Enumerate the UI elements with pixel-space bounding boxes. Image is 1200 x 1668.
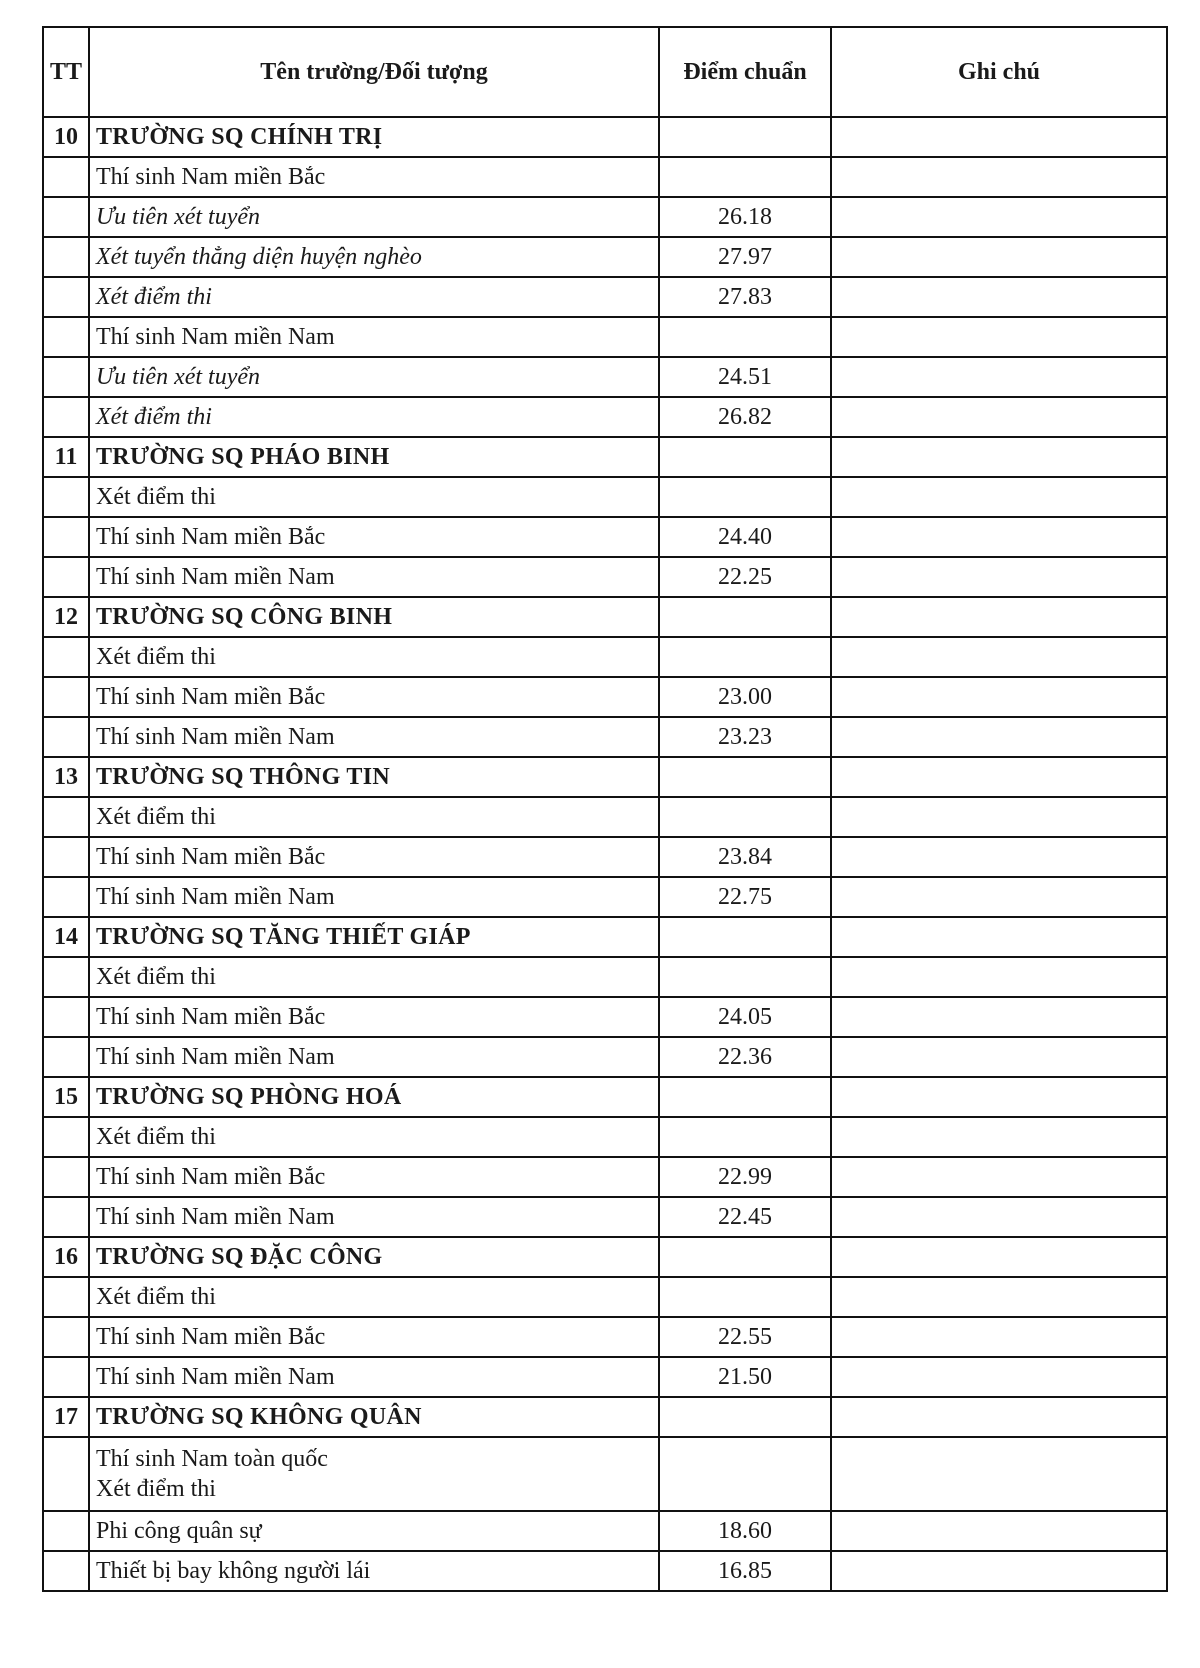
row-label: Thí sinh Nam miền Bắc	[89, 517, 659, 557]
row-label: Xét tuyển thẳng diện huyện nghèo	[89, 237, 659, 277]
note-cell	[831, 1157, 1167, 1197]
row-number	[43, 797, 89, 837]
row-number	[43, 1277, 89, 1317]
note-cell	[831, 1357, 1167, 1397]
row-label: Thí sinh Nam miền Bắc	[89, 157, 659, 197]
cutoff-score	[659, 917, 831, 957]
cutoff-score	[659, 1077, 831, 1117]
table-row	[43, 317, 1167, 357]
header-score: Điểm chuẩn	[659, 27, 831, 117]
table-row	[43, 1551, 1167, 1591]
cutoff-score	[659, 797, 831, 837]
cutoff-score	[659, 1437, 831, 1511]
cutoff-score: 24.40	[659, 517, 831, 557]
note-cell	[831, 277, 1167, 317]
table-row	[43, 1197, 1167, 1237]
row-label: Xét điểm thi	[89, 797, 659, 837]
school-row	[43, 117, 1167, 157]
row-number	[43, 357, 89, 397]
cutoff-score	[659, 1237, 831, 1277]
school-name: TRƯỜNG SQ PHÁO BINH	[89, 437, 659, 477]
row-label-line: Thí sinh Nam toàn quốc	[96, 1446, 328, 1472]
cutoff-score	[659, 117, 831, 157]
row-label: Xét điểm thi	[89, 957, 659, 997]
row-number	[43, 1117, 89, 1157]
table-row	[43, 1317, 1167, 1357]
cutoff-score: 22.45	[659, 1197, 831, 1237]
cutoff-score	[659, 637, 831, 677]
row-number	[43, 997, 89, 1037]
table-row	[43, 797, 1167, 837]
row-label: Thí sinh Nam miền Nam	[89, 717, 659, 757]
row-number	[43, 477, 89, 517]
table-row	[43, 197, 1167, 237]
note-cell	[831, 957, 1167, 997]
note-cell	[831, 1437, 1167, 1511]
row-number	[43, 397, 89, 437]
table-row	[43, 1117, 1167, 1157]
note-cell	[831, 997, 1167, 1037]
note-cell	[831, 397, 1167, 437]
note-cell	[831, 157, 1167, 197]
cutoff-score: 23.00	[659, 677, 831, 717]
row-number	[43, 517, 89, 557]
note-cell	[831, 1237, 1167, 1277]
school-row	[43, 1237, 1167, 1277]
table-row	[43, 277, 1167, 317]
note-cell	[831, 237, 1167, 277]
note-cell	[831, 677, 1167, 717]
cutoff-score	[659, 477, 831, 517]
cutoff-score: 23.84	[659, 837, 831, 877]
table-row	[43, 1037, 1167, 1077]
table-row	[43, 957, 1167, 997]
row-label: Xét điểm thi	[89, 277, 659, 317]
note-cell	[831, 717, 1167, 757]
row-label: Thí sinh Nam miền Bắc	[89, 1317, 659, 1357]
row-number	[43, 557, 89, 597]
table-row	[43, 637, 1167, 677]
row-number	[43, 1511, 89, 1551]
note-cell	[831, 757, 1167, 797]
row-number: 17	[43, 1397, 89, 1437]
table-row	[43, 237, 1167, 277]
cutoff-score	[659, 437, 831, 477]
note-cell	[831, 1317, 1167, 1357]
row-number	[43, 197, 89, 237]
row-label: Thí sinh Nam miền Nam	[89, 1037, 659, 1077]
note-cell	[831, 637, 1167, 677]
table-header-row	[43, 27, 1167, 117]
cutoff-score: 27.83	[659, 277, 831, 317]
cutoff-score: 26.82	[659, 397, 831, 437]
row-number: 10	[43, 117, 89, 157]
table-row	[43, 477, 1167, 517]
school-name: TRƯỜNG SQ ĐẶC CÔNG	[89, 1237, 659, 1277]
row-number	[43, 237, 89, 277]
cutoff-score	[659, 1397, 831, 1437]
school-name: TRƯỜNG SQ PHÒNG HOÁ	[89, 1077, 659, 1117]
note-cell	[831, 357, 1167, 397]
table-row	[43, 357, 1167, 397]
note-cell	[831, 1551, 1167, 1591]
row-number	[43, 1437, 89, 1511]
table-body	[43, 117, 1167, 1591]
cutoff-score: 27.97	[659, 237, 831, 277]
cutoff-score	[659, 1117, 831, 1157]
cutoff-score: 22.55	[659, 1317, 831, 1357]
row-label: Xét điểm thi	[89, 397, 659, 437]
cutoff-score: 22.75	[659, 877, 831, 917]
row-number: 15	[43, 1077, 89, 1117]
note-cell	[831, 1037, 1167, 1077]
row-number	[43, 1357, 89, 1397]
note-cell	[831, 597, 1167, 637]
school-row	[43, 1077, 1167, 1117]
cutoff-score	[659, 157, 831, 197]
note-cell	[831, 317, 1167, 357]
cutoff-score	[659, 597, 831, 637]
note-cell	[831, 437, 1167, 477]
table-row	[43, 1437, 1167, 1511]
row-number	[43, 877, 89, 917]
school-name: TRƯỜNG SQ CHÍNH TRỊ	[89, 117, 659, 157]
row-number	[43, 637, 89, 677]
row-label: Xét điểm thi	[89, 637, 659, 677]
school-name: TRƯỜNG SQ CÔNG BINH	[89, 597, 659, 637]
cutoff-score: 22.36	[659, 1037, 831, 1077]
row-number: 12	[43, 597, 89, 637]
school-name: TRƯỜNG SQ TĂNG THIẾT GIÁP	[89, 917, 659, 957]
row-number: 13	[43, 757, 89, 797]
row-label-line: Xét điểm thi	[96, 1476, 216, 1502]
row-number: 11	[43, 437, 89, 477]
cutoff-score: 16.85	[659, 1551, 831, 1591]
school-row	[43, 437, 1167, 477]
note-cell	[831, 197, 1167, 237]
cutoff-score: 24.05	[659, 997, 831, 1037]
note-cell	[831, 797, 1167, 837]
cutoff-score	[659, 1277, 831, 1317]
row-label: Thiết bị bay không người lái	[89, 1551, 659, 1591]
note-cell	[831, 877, 1167, 917]
table-row	[43, 997, 1167, 1037]
row-number: 16	[43, 1237, 89, 1277]
row-label: Thí sinh Nam miền Bắc	[89, 1157, 659, 1197]
cutoff-score: 22.99	[659, 1157, 831, 1197]
table-row	[43, 877, 1167, 917]
cutoff-score: 24.51	[659, 357, 831, 397]
header-tt: TT	[43, 27, 89, 117]
note-cell	[831, 1197, 1167, 1237]
note-cell	[831, 1397, 1167, 1437]
table-row	[43, 1511, 1167, 1551]
row-number	[43, 1197, 89, 1237]
admission-score-table	[42, 26, 1168, 1592]
cutoff-score	[659, 317, 831, 357]
cutoff-score: 23.23	[659, 717, 831, 757]
table-row	[43, 157, 1167, 197]
cutoff-score: 22.25	[659, 557, 831, 597]
note-cell	[831, 477, 1167, 517]
row-number	[43, 677, 89, 717]
table-row	[43, 1357, 1167, 1397]
row-number	[43, 1157, 89, 1197]
cutoff-score	[659, 757, 831, 797]
note-cell	[831, 1277, 1167, 1317]
cutoff-score	[659, 957, 831, 997]
row-number	[43, 157, 89, 197]
school-row	[43, 757, 1167, 797]
school-name: TRƯỜNG SQ KHÔNG QUÂN	[89, 1397, 659, 1437]
row-label: Xét điểm thi	[89, 1117, 659, 1157]
cutoff-score: 21.50	[659, 1357, 831, 1397]
row-number: 14	[43, 917, 89, 957]
table-row	[43, 397, 1167, 437]
row-label: Xét điểm thi	[89, 477, 659, 517]
note-cell	[831, 1117, 1167, 1157]
row-label: Thí sinh Nam miền Nam	[89, 1357, 659, 1397]
row-label: Thí sinh Nam miền Nam	[89, 877, 659, 917]
table-row	[43, 517, 1167, 557]
row-number	[43, 317, 89, 357]
row-label: Thí sinh Nam miền Bắc	[89, 997, 659, 1037]
school-name: TRƯỜNG SQ THÔNG TIN	[89, 757, 659, 797]
cutoff-score: 18.60	[659, 1511, 831, 1551]
row-label: Xét điểm thi	[89, 1277, 659, 1317]
school-row	[43, 597, 1167, 637]
note-cell	[831, 517, 1167, 557]
cutoff-score: 26.18	[659, 197, 831, 237]
table-row	[43, 677, 1167, 717]
row-number	[43, 957, 89, 997]
table-row	[43, 1157, 1167, 1197]
row-number	[43, 837, 89, 877]
row-label	[89, 1437, 659, 1511]
row-number	[43, 717, 89, 757]
row-label: Ưu tiên xét tuyển	[89, 357, 659, 397]
row-label: Thí sinh Nam miền Nam	[89, 317, 659, 357]
note-cell	[831, 117, 1167, 157]
header-name: Tên trường/Đối tượng	[89, 27, 659, 117]
school-row	[43, 917, 1167, 957]
table-row	[43, 1277, 1167, 1317]
row-number	[43, 1037, 89, 1077]
note-cell	[831, 1511, 1167, 1551]
row-label: Thí sinh Nam miền Nam	[89, 1197, 659, 1237]
row-label: Phi công quân sự	[89, 1511, 659, 1551]
row-number	[43, 1317, 89, 1357]
school-row	[43, 1397, 1167, 1437]
note-cell	[831, 917, 1167, 957]
row-number	[43, 1551, 89, 1591]
row-label: Thí sinh Nam miền Nam	[89, 557, 659, 597]
note-cell	[831, 837, 1167, 877]
row-label: Thí sinh Nam miền Bắc	[89, 837, 659, 877]
header-note: Ghi chú	[831, 27, 1167, 117]
table-row	[43, 717, 1167, 757]
row-label: Ưu tiên xét tuyển	[89, 197, 659, 237]
row-label: Thí sinh Nam miền Bắc	[89, 677, 659, 717]
table-row	[43, 557, 1167, 597]
row-number	[43, 277, 89, 317]
table-row	[43, 837, 1167, 877]
note-cell	[831, 1077, 1167, 1117]
note-cell	[831, 557, 1167, 597]
